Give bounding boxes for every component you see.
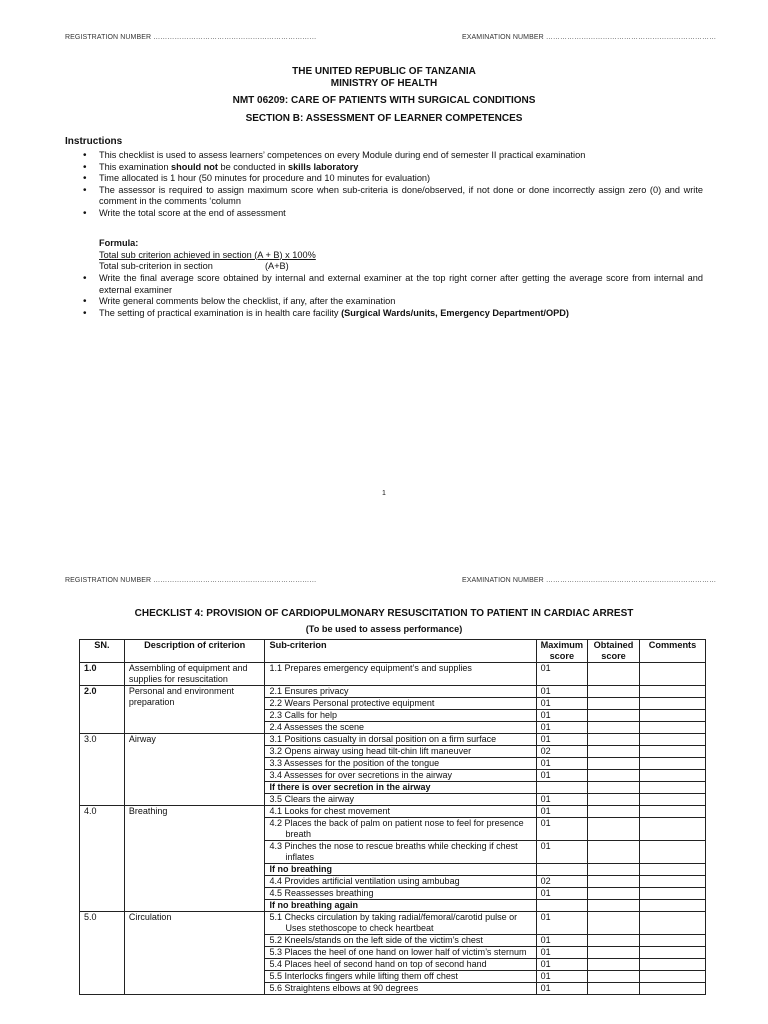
sub-criterion-text: 5.2 Kneels/stands on the left side of the victim’s chest [269, 935, 483, 945]
sub-criterion-text: 4.5 Reassesses breathing [269, 888, 374, 898]
maximum-score: 01 [536, 959, 587, 971]
sub-criterion [265, 864, 536, 876]
table-header-row [80, 640, 706, 663]
sub-criterion-text: 2.2 Wears Personal protective equipment [269, 698, 435, 708]
comments-cell[interactable] [640, 935, 706, 947]
sub-criterion [265, 698, 536, 710]
comments-cell[interactable] [640, 722, 706, 734]
obtained-score-cell[interactable] [588, 782, 640, 794]
comments-cell[interactable] [640, 686, 706, 698]
comments-cell[interactable] [640, 746, 706, 758]
maximum-score [536, 864, 587, 876]
maximum-score: 01 [536, 722, 587, 734]
maximum-score: 02 [536, 746, 587, 758]
maximum-score: 02 [536, 876, 587, 888]
sub-criterion [265, 722, 536, 734]
comments-cell[interactable] [640, 959, 706, 971]
instructions-list-continued [83, 273, 703, 319]
criterion-description: Airway [124, 734, 265, 806]
comments-cell[interactable] [640, 698, 706, 710]
sub-criterion [265, 888, 536, 900]
obtained-score-cell[interactable] [588, 758, 640, 770]
sub-criterion [265, 806, 536, 818]
sub-criterion-text: 4.1 Looks for chest movement [269, 806, 391, 816]
comments-cell[interactable] [640, 971, 706, 983]
header-country: THE UNITED REPUBLIC OF TANZANIA [292, 66, 476, 77]
header-ministry: MINISTRY OF HEALTH [330, 78, 438, 89]
sub-criterion-text: 5.6 Straightens elbows at 90 degrees [269, 983, 419, 993]
sub-criterion [265, 758, 536, 770]
table-row [80, 734, 706, 746]
formula-denominator: Total sub-criterion in section (A+B) [99, 261, 289, 271]
sub-criterion [265, 782, 536, 794]
maximum-score: 01 [536, 841, 587, 864]
maximum-score: 01 [536, 734, 587, 746]
comments-cell[interactable] [640, 983, 706, 995]
maximum-score: 01 [536, 698, 587, 710]
maximum-score: 01 [536, 971, 587, 983]
sub-criterion-text: 5.5 Interlocks fingers while lifting them off chest [269, 971, 458, 981]
obtained-score-cell[interactable] [588, 746, 640, 758]
criterion-number: 3.0 [80, 734, 125, 806]
sub-criterion [265, 983, 536, 995]
instruction-item: • Time allocated is 1 hour (50 minutes for procedure and 10 minutes for evaluation) [83, 173, 703, 185]
instruction-item: • This examination should not be conducted in skills laboratory [83, 162, 703, 174]
obtained-score-cell[interactable] [588, 663, 640, 686]
comments-cell[interactable] [640, 888, 706, 900]
obtained-score-cell[interactable] [588, 841, 640, 864]
maximum-score [536, 782, 587, 794]
sub-criterion [265, 710, 536, 722]
maximum-score: 01 [536, 912, 587, 935]
comments-cell[interactable] [640, 770, 706, 782]
criterion-description: Circulation [124, 912, 265, 995]
course-title: NMT 06209: CARE OF PATIENTS WITH SURGICAL CONDITIONS [232, 95, 536, 106]
checklist-table [79, 639, 706, 995]
obtained-score-cell[interactable] [588, 794, 640, 806]
maximum-score: 01 [536, 947, 587, 959]
comments-cell[interactable] [640, 818, 706, 841]
table-row [80, 912, 706, 935]
comments-cell[interactable] [640, 900, 706, 912]
checklist-subtitle: (To be used to assess performance) [305, 624, 463, 634]
maximum-score: 01 [536, 686, 587, 698]
criterion-number: 2.0 [80, 686, 125, 734]
sub-criterion [265, 686, 536, 698]
obtained-score-cell[interactable] [588, 806, 640, 818]
sub-criterion [265, 876, 536, 888]
sub-criterion-text: 5.3 Places the heel of one hand on lower half of victim’s sternum [269, 947, 527, 957]
sub-criterion [265, 770, 536, 782]
sub-criterion-text: 3.3 Assesses for the position of the tongue [269, 758, 440, 768]
comments-cell[interactable] [640, 794, 706, 806]
page-2 [0, 540, 768, 1024]
sub-criterion-text: 3.5 Clears the airway [269, 794, 355, 804]
obtained-score-cell[interactable] [588, 912, 640, 935]
sub-criterion [265, 959, 536, 971]
sub-criterion-text: 4.2 Places the back of palm on patient nose to feel for presence breath [269, 818, 524, 839]
formula-title: Formula: [99, 238, 139, 248]
comments-cell[interactable] [640, 806, 706, 818]
maximum-score: 01 [536, 983, 587, 995]
sub-criterion [265, 818, 536, 841]
sub-criterion [265, 947, 536, 959]
comments-cell[interactable] [640, 758, 706, 770]
sub-criterion-text: 3.1 Positions casualty in dorsal position on a firm surface [269, 734, 497, 744]
comments-cell[interactable] [640, 947, 706, 959]
sub-criterion-text: If no breathing again [269, 900, 358, 910]
sub-criterion-text: If there is over secretion in the airway [269, 782, 431, 792]
maximum-score: 01 [536, 663, 587, 686]
sub-criterion-text: 5.4 Places heel of second hand on top of second hand [269, 959, 487, 969]
sub-criterion [265, 794, 536, 806]
instructions-title: Instructions [65, 136, 123, 147]
obtained-score-cell[interactable] [588, 698, 640, 710]
examination-number-label: EXAMINATION NUMBER ……………………………………………………………… [462, 577, 717, 584]
table-row [80, 806, 706, 818]
maximum-score: 01 [536, 794, 587, 806]
maximum-score: 01 [536, 710, 587, 722]
obtained-score-cell[interactable] [588, 935, 640, 947]
criterion-description: Personal and environment preparation [124, 686, 265, 734]
maximum-score: 01 [536, 818, 587, 841]
header-sub-criterion: Sub-criterion [265, 640, 536, 663]
comments-cell[interactable] [640, 663, 706, 686]
sub-criterion-text: 2.4 Assesses the scene [269, 722, 365, 732]
maximum-score: 01 [536, 770, 587, 782]
sub-criterion-text: 2.3 Calls for help [269, 710, 338, 720]
examination-number-label: EXAMINATION NUMBER ……………………………………………………………… [462, 34, 717, 41]
table-row [80, 663, 706, 686]
sub-criterion-text: 4.3 Pinches the nose to rescue breaths while checking if chest inflates [269, 841, 518, 862]
maximum-score: 01 [536, 888, 587, 900]
sub-criterion-text: 3.4 Assesses for over secretions in the airway [269, 770, 453, 780]
obtained-score-cell[interactable] [588, 983, 640, 995]
criterion-description: Breathing [124, 806, 265, 912]
comments-cell[interactable] [640, 710, 706, 722]
formula-block [99, 238, 316, 273]
section-title: SECTION B: ASSESSMENT OF LEARNER COMPETENCES [245, 113, 523, 124]
page-number: 1 [382, 490, 386, 497]
formula-numerator: Total sub criterion achieved in section (A + B) x 100% [99, 249, 316, 260]
header-comments: Comments [640, 640, 706, 663]
instruction-item: • Write the final average score obtained by internal and external examiner at the top right corner after getting the average score from internal and external examiner [83, 273, 703, 296]
criterion-number: 1.0 [80, 663, 125, 686]
maximum-score: 01 [536, 758, 587, 770]
table-row [80, 686, 706, 698]
comments-cell[interactable] [640, 782, 706, 794]
header-sn: SN. [80, 640, 125, 663]
comments-cell[interactable] [640, 864, 706, 876]
comments-cell[interactable] [640, 841, 706, 864]
sub-criterion-text: If no breathing [269, 864, 332, 874]
obtained-score-cell[interactable] [588, 864, 640, 876]
sub-criterion [265, 900, 536, 912]
obtained-score-cell[interactable] [588, 770, 640, 782]
instruction-item: • Write general comments below the checklist, if any, after the examination [83, 296, 703, 308]
obtained-score-cell[interactable] [588, 971, 640, 983]
sub-criterion [265, 734, 536, 746]
comments-cell[interactable] [640, 734, 706, 746]
maximum-score [536, 900, 587, 912]
sub-criterion [265, 912, 536, 935]
header-description: Description of criterion [124, 640, 265, 663]
maximum-score: 01 [536, 935, 587, 947]
criterion-description: Assembling of equipment and supplies for resuscitation [124, 663, 265, 686]
instruction-item: • The setting of practical examination is in health care facility (Surgical Wards/units, Emergency Department/OPD) [83, 308, 703, 320]
obtained-score-cell[interactable] [588, 888, 640, 900]
instruction-item: • The assessor is required to assign maximum score when sub-criteria is done/observed, if not done or done incorrectly assign zero (0) and write comment in the comments ‘column [83, 185, 703, 208]
maximum-score: 01 [536, 806, 587, 818]
sub-criterion-text: 4.4 Provides artificial ventilation using ambubag [269, 876, 460, 886]
instructions-list [83, 150, 703, 219]
obtained-score-cell[interactable] [588, 734, 640, 746]
sub-criterion-text: 3.2 Opens airway using head tilt-chin lift maneuver [269, 746, 472, 756]
sub-criterion [265, 746, 536, 758]
checklist-title: CHECKLIST 4: PROVISION OF CARDIOPULMONARY RESUSCITATION TO PATIENT IN CARDIAC ARREST [134, 608, 634, 619]
obtained-score-cell[interactable] [588, 959, 640, 971]
sub-criterion-text: 2.1 Ensures privacy [269, 686, 349, 696]
sub-criterion [265, 841, 536, 864]
sub-criterion [265, 935, 536, 947]
criterion-number: 4.0 [80, 806, 125, 912]
obtained-score-cell[interactable] [588, 686, 640, 698]
sub-criterion-text: 5.1 Checks circulation by taking radial/femoral/carotid pulse or Uses stethoscope to check heartbeat [269, 912, 518, 933]
obtained-score-cell[interactable] [588, 947, 640, 959]
sub-criterion [265, 971, 536, 983]
obtained-score-cell[interactable] [588, 900, 640, 912]
comments-cell[interactable] [640, 912, 706, 935]
obtained-score-cell[interactable] [588, 876, 640, 888]
comments-cell[interactable] [640, 876, 706, 888]
header-maximum-score: Maximum score [536, 640, 587, 663]
registration-number-label: REGISTRATION NUMBER …………………………………………………………… [65, 34, 317, 41]
obtained-score-cell[interactable] [588, 710, 640, 722]
criterion-number: 5.0 [80, 912, 125, 995]
sub-criterion [265, 663, 536, 686]
obtained-score-cell[interactable] [588, 722, 640, 734]
registration-number-label: REGISTRATION NUMBER …………………………………………………………… [65, 577, 317, 584]
sub-criterion-text: 1.1 Prepares emergency equipment’s and supplies [269, 663, 472, 673]
header-obtained-score: Obtained score [588, 640, 640, 663]
obtained-score-cell[interactable] [588, 818, 640, 841]
instruction-item: • This checklist is used to assess learners’ competences on every Module during end of semester II practical examination [83, 150, 703, 162]
instruction-item: • Write the total score at the end of assessment [83, 208, 703, 220]
